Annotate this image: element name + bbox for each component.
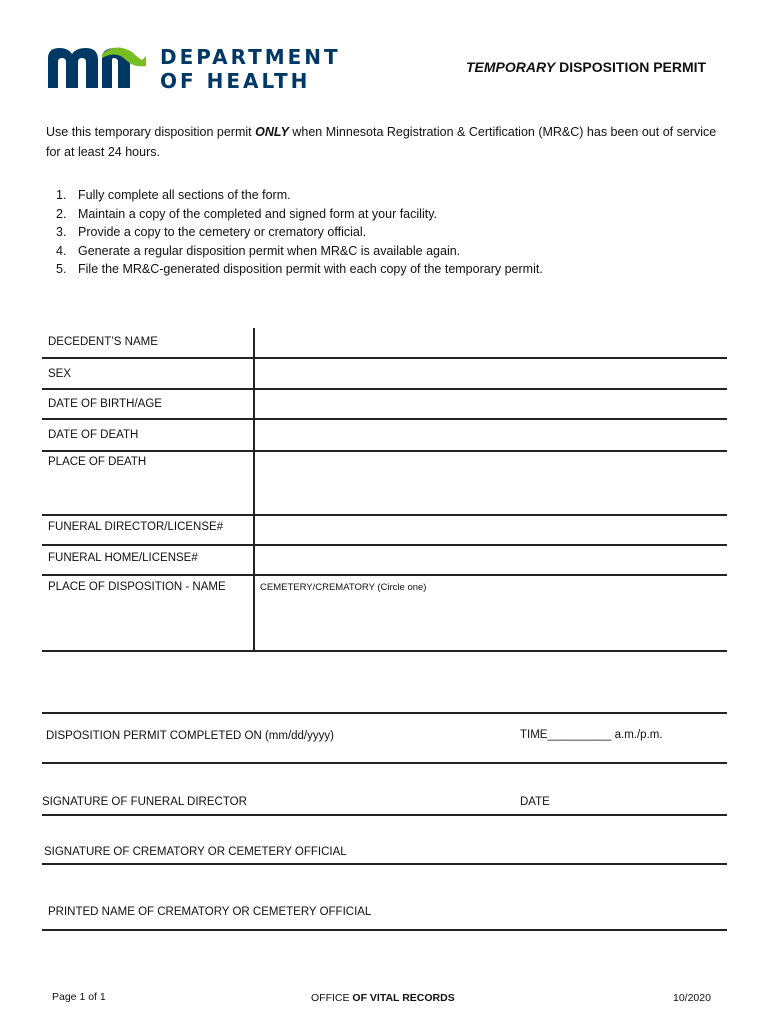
list-text: Provide a copy to the cemetery or crematory official. xyxy=(78,225,367,239)
place-of-disposition-field[interactable] xyxy=(260,598,722,646)
list-item xyxy=(56,242,543,261)
list-text: Fully complete all sections of the form. xyxy=(78,188,291,202)
row-line xyxy=(42,574,727,576)
funeral-director-label: FUNERAL DIRECTOR/LICENSE# xyxy=(48,521,224,533)
signature-line xyxy=(42,929,727,931)
date-of-death-label: DATE OF DEATH xyxy=(48,429,139,441)
list-number: 4. xyxy=(56,243,67,258)
sig-official-label: SIGNATURE OF CREMATORY OR CEMETERY OFFICIAL xyxy=(44,846,347,858)
signature-line xyxy=(42,814,727,816)
list-number: 2. xyxy=(56,206,67,221)
office-name xyxy=(311,992,455,1004)
list-text: File the MR&C-generated disposition permit with each copy of the temporary permit. xyxy=(78,262,543,276)
form-date: 10/2020 xyxy=(673,992,711,1004)
intro-part-2: when Minnesota Registration & Certification (MR&C) has been out of service for at least 24 hours. xyxy=(46,125,717,159)
list-item xyxy=(56,205,543,224)
funeral-director-field[interactable] xyxy=(260,518,722,542)
intro-emphasis: ONLY xyxy=(255,125,289,139)
instruction-list xyxy=(56,186,543,279)
office-prefix: OFFICE xyxy=(311,992,353,1004)
office-bold: OF VITAL RECORDS xyxy=(352,992,455,1004)
logo-line-2: OF HEALTH xyxy=(160,69,311,93)
page-title xyxy=(466,59,706,75)
place-of-disposition-label: PLACE OF DISPOSITION - NAME xyxy=(48,581,226,593)
time-label: TIME__________ a.m./p.m. xyxy=(520,729,663,741)
row-line xyxy=(42,450,727,452)
list-item xyxy=(56,186,543,205)
dob-age-label: DATE OF BIRTH/AGE xyxy=(48,398,162,410)
list-number: 1. xyxy=(56,188,67,202)
row-line xyxy=(42,357,727,359)
list-number: 3. xyxy=(56,225,67,239)
section-line xyxy=(42,712,727,714)
funeral-home-label: FUNERAL HOME/LICENSE# xyxy=(48,552,198,564)
sex-field[interactable] xyxy=(260,362,722,386)
sig-funeral-director-label: SIGNATURE OF FUNERAL DIRECTOR xyxy=(42,796,247,808)
signature-line xyxy=(42,863,727,865)
row-line xyxy=(42,418,727,420)
decedent-name-field[interactable] xyxy=(260,332,722,354)
signature-line xyxy=(42,762,727,764)
row-line xyxy=(42,544,727,546)
list-text: Maintain a copy of the completed and signed form at your facility. xyxy=(78,206,437,221)
intro-paragraph xyxy=(46,122,726,162)
table-divider xyxy=(253,328,255,651)
date-of-death-field[interactable] xyxy=(260,422,722,448)
mn-logo xyxy=(46,44,156,95)
intro-part-1: Use this temporary disposition permit xyxy=(46,125,256,139)
logo-text xyxy=(160,45,341,93)
logo-line-1: DEPARTMENT xyxy=(160,45,341,69)
printed-name-label: PRINTED NAME OF CREMATORY OR CEMETERY OFFICIAL xyxy=(48,906,372,918)
dob-age-field[interactable] xyxy=(260,392,722,416)
completed-on-label: DISPOSITION PERMIT COMPLETED ON (mm/dd/yyyy) xyxy=(46,730,334,742)
title-italic: TEMPORARY xyxy=(466,59,556,75)
title-rest: DISPOSITION PERMIT xyxy=(555,59,707,75)
list-item xyxy=(56,260,543,279)
list-text: Generate a regular disposition permit when MR&C is available again. xyxy=(78,243,461,258)
place-of-death-label: PLACE OF DEATH xyxy=(48,456,147,468)
date-label: DATE xyxy=(520,796,550,808)
cemetery-crematory-label: CEMETERY/CREMATORY (Circle one) xyxy=(260,582,427,593)
row-line xyxy=(42,514,727,516)
funeral-home-field[interactable] xyxy=(260,548,722,572)
place-of-death-field[interactable] xyxy=(260,454,722,512)
list-number: 5. xyxy=(56,262,67,276)
page-number: Page 1 of 1 xyxy=(52,991,106,1003)
row-line xyxy=(42,388,727,390)
decedent-name-label: DECEDENT’S NAME xyxy=(48,336,158,348)
sex-label: SEX xyxy=(48,368,72,380)
list-item xyxy=(56,223,543,242)
row-line xyxy=(42,650,727,652)
